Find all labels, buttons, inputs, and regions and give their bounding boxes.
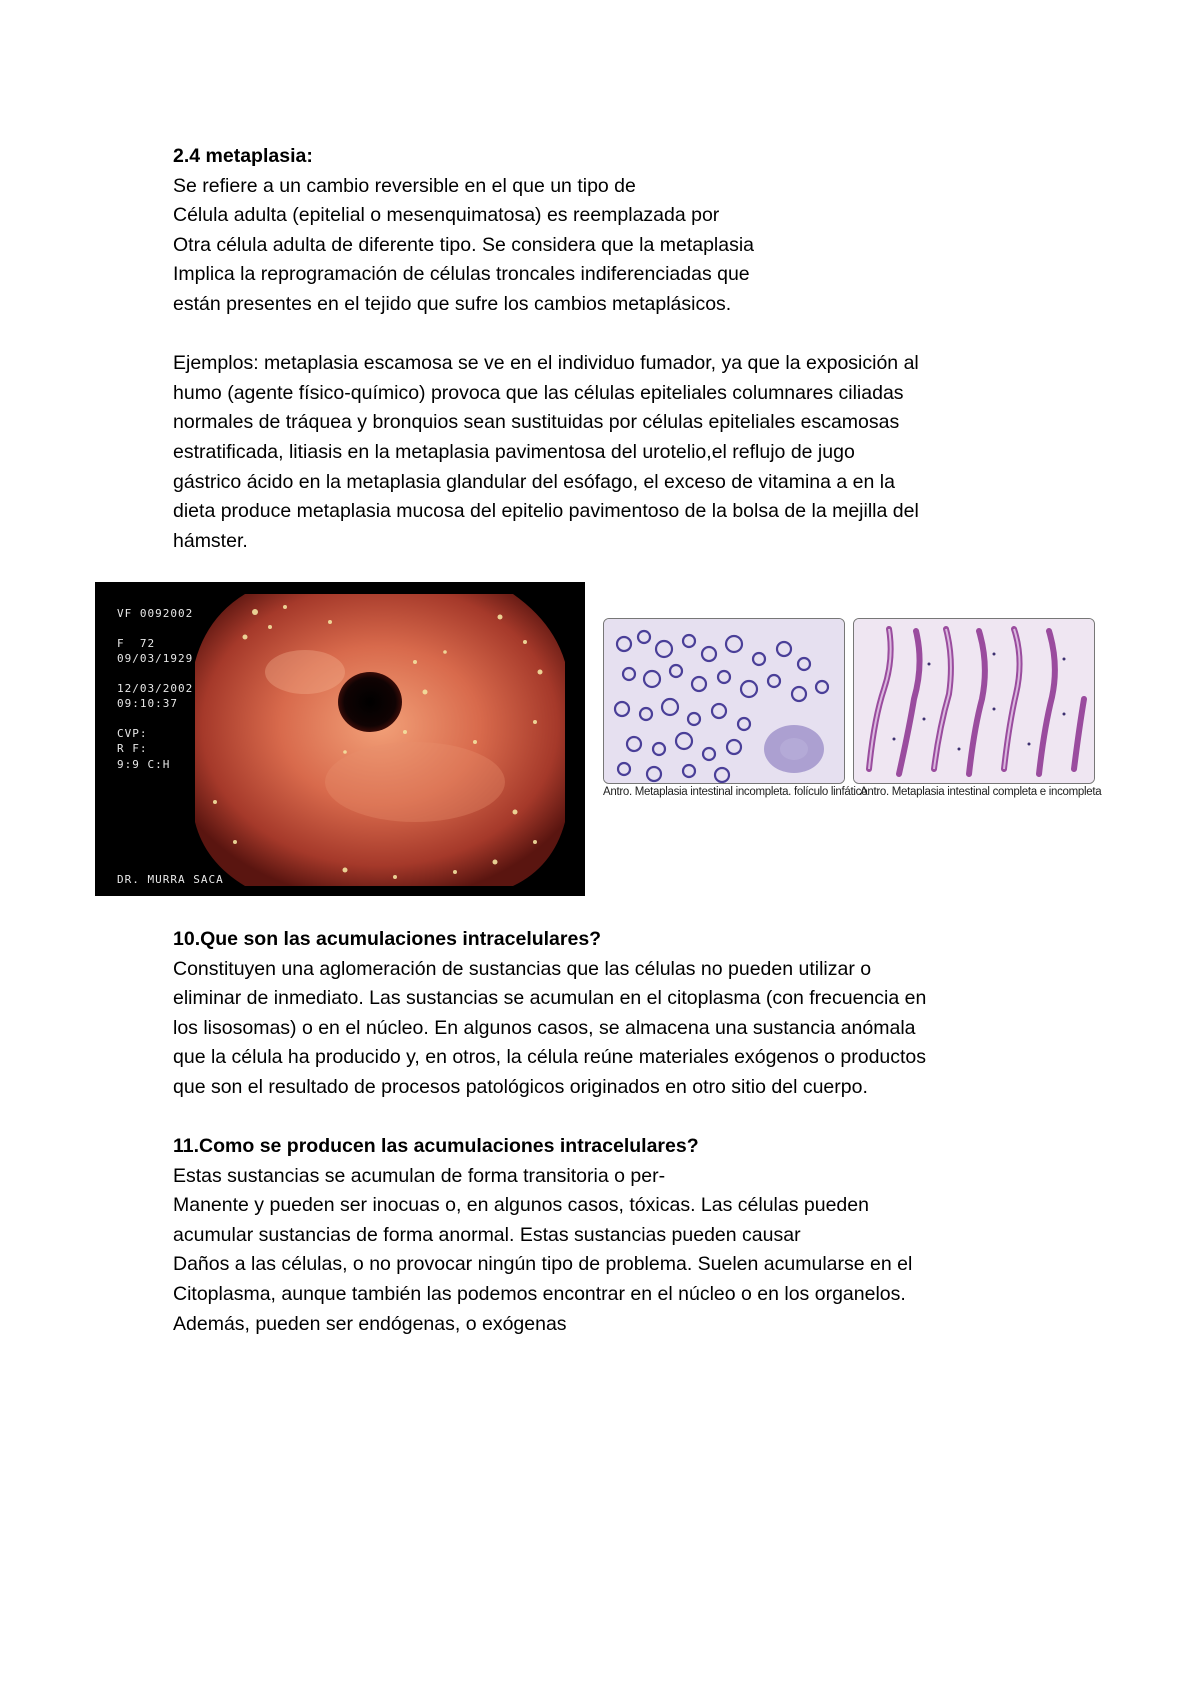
overlay-line: CVP: (117, 726, 148, 740)
paragraph-line: Célula adulta (epitelial o mesenquimatosa) es reemplazada por (173, 204, 720, 227)
paragraph-line: que la célula ha producido y, en otros, la célula reúne materiales exógenos o productos (173, 1046, 927, 1069)
paragraph-line: estratificada, litiasis en la metaplasia pavimentosa del urotelio,el reflujo de jugo (173, 440, 855, 463)
histology-image-right (853, 618, 1095, 784)
paragraph-line: Estas sustancias se acumulan de forma transitoria o per- (173, 1164, 666, 1187)
paragraph-line: Además, pueden ser endógenas, o exógenas (173, 1312, 567, 1335)
overlay-line: F 72 (117, 636, 156, 650)
paragraph-line: Daños a las células, o no provocar ningún tipo de problema. Suelen acumularse en el (173, 1253, 913, 1276)
histology-image-left (603, 618, 845, 784)
paragraph-line: hámster. (173, 529, 248, 552)
section-title: 10.Que son las acumulaciones intracelulares? (173, 928, 602, 950)
paragraph-line: Citoplasma, aunque también las podemos encontrar en el núcleo o en los organelos. (173, 1282, 906, 1305)
paragraph-line: que son el resultado de procesos patológicos originados en otro sitio del cuerpo. (173, 1075, 868, 1098)
paragraph-line: Manente y pueden ser inocuas o, en algunos casos, tóxicas. Las células pueden (173, 1194, 869, 1217)
overlay-line: 9:9 C:H (117, 757, 171, 771)
overlay-line: 09/03/1929 (117, 652, 194, 665)
histology-caption-right: Antro. Metaplasia intestinal completa e incompleta (860, 786, 1102, 798)
paragraph-line: gástrico ácido en la metaplasia glandular del esófago, el exceso de vitamina a en la (173, 470, 895, 493)
paragraph-line: humo (agente físico-químico) provoca que las células epiteliales columnares ciliadas (173, 381, 904, 404)
overlay-line: R F: (117, 742, 148, 755)
section-acumulaciones-que-son (173, 925, 1053, 1103)
paragraph-line: los lisosomas) o en el núcleo. En algunos casos, se almacena una sustancia anómala (173, 1016, 916, 1039)
section-title: 2.4 metaplasia: (173, 145, 313, 167)
endoscopy-metadata (117, 606, 193, 772)
overlay-line: 09:10:37 (117, 697, 178, 710)
overlay-line: 12/03/2002 (117, 681, 194, 695)
paragraph-line: Constituyen una aglomeración de sustancias que las células no pueden utilizar o (173, 957, 872, 980)
paragraph-line: Se refiere a un cambio reversible en el que un tipo de (173, 174, 636, 197)
section-title: 11.Como se producen las acumulaciones intracelulares? (173, 1135, 699, 1157)
section-metaplasia (173, 142, 1053, 556)
histology-caption-left: Antro. Metaplasia intestinal incompleta. folículo linfático (603, 786, 868, 798)
paragraph-line: normales de tráquea y bronquios sean sustituidas por células epiteliales escamosas (173, 411, 900, 434)
paragraph-line: Ejemplos: metaplasia escamosa se ve en el individuo fumador, ya que la exposición al (173, 352, 919, 375)
paragraph-line: eliminar de inmediato. Las sustancias se acumulan en el citoplasma (con frecuencia en (173, 987, 927, 1010)
section-acumulaciones-como (173, 1132, 1053, 1339)
paragraph-line: acumular sustancias de forma anormal. Estas sustancias pueden causar (173, 1223, 801, 1246)
paragraph-line: Otra célula adulta de diferente tipo. Se considera que la metaplasia (173, 233, 755, 256)
paragraph-line: Implica la reprogramación de células troncales indiferenciadas que (173, 263, 750, 286)
paragraph-line: están presentes en el tejido que sufre los cambios metaplásicos. (173, 292, 732, 315)
endoscopy-footer: DR. MURRA SACA (117, 873, 224, 886)
paragraph-line: dieta produce metaplasia mucosa del epitelio pavimentoso de la bolsa de la mejilla del (173, 500, 919, 523)
overlay-line: VF 0092002 (117, 607, 194, 620)
endoscopy-image (95, 582, 585, 896)
